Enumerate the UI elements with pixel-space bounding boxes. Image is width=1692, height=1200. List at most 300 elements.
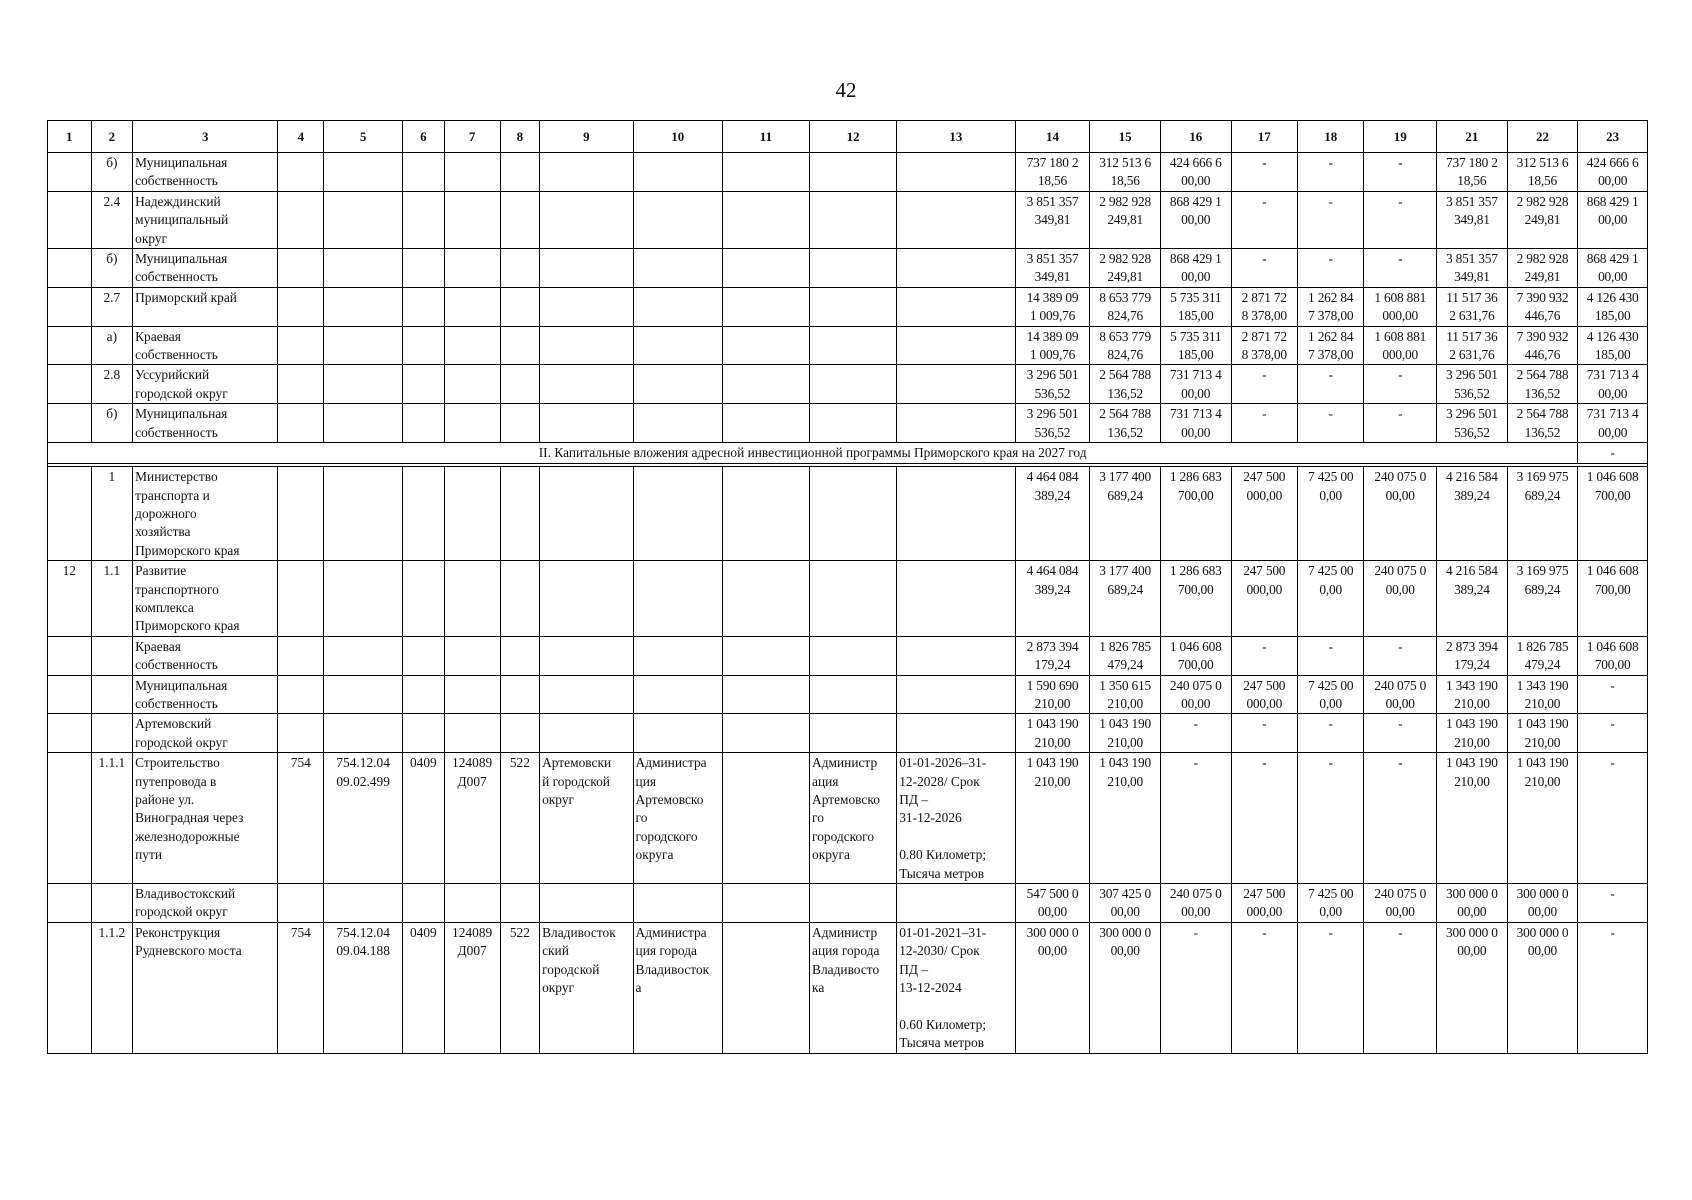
table-cell-c8 [500, 365, 539, 404]
table-cell-c14: 1 043 190 210,00 [1015, 753, 1090, 884]
table-cell-c1 [48, 249, 92, 288]
column-header: 14 [1015, 121, 1090, 153]
column-header: 13 [897, 121, 1015, 153]
table-cell-c1 [48, 404, 92, 443]
table-cell-c1: 12 [48, 561, 92, 637]
table-cell-c3: Муниципальная собственность [133, 153, 278, 192]
table-cell-c22: 300 000 0 00,00 [1507, 884, 1578, 923]
table-cell-c17: - [1231, 922, 1297, 1053]
table-cell-c11 [722, 249, 809, 288]
table-cell-c4: 754 [278, 922, 324, 1053]
table-cell-c7 [444, 561, 500, 637]
table-cell-c6 [403, 249, 445, 288]
table-cell-c1 [48, 753, 92, 884]
table-cell-c23: 1 046 608 700,00 [1578, 636, 1648, 675]
table-cell-c16: 240 075 0 00,00 [1160, 675, 1231, 714]
table-cell-c21: 737 180 2 18,56 [1437, 153, 1508, 192]
table-cell-c17: 2 871 72 8 378,00 [1231, 326, 1297, 365]
table-cell-c7: 124089 Д007 [444, 753, 500, 884]
table-cell-c19: - [1364, 753, 1437, 884]
table-cell-c9 [540, 153, 633, 192]
column-header: 17 [1231, 121, 1297, 153]
table-cell-c19: - [1364, 365, 1437, 404]
table-cell-c22: 2 564 788 136,52 [1507, 365, 1578, 404]
table-cell-c14: 14 389 09 1 009,76 [1015, 326, 1090, 365]
table-cell-c21: 4 216 584 389,24 [1437, 467, 1508, 561]
table-cell-c11 [722, 714, 809, 753]
table-cell-c17: 247 500 000,00 [1231, 675, 1297, 714]
table-cell-c22: 2 982 928 249,81 [1507, 249, 1578, 288]
table-cell-c5 [324, 714, 403, 753]
table-cell-c5 [324, 365, 403, 404]
table-cell-c12 [810, 249, 897, 288]
table-cell-c19: 1 608 881 000,00 [1364, 287, 1437, 326]
table-cell-c11 [722, 365, 809, 404]
column-header: 18 [1297, 121, 1363, 153]
table-cell-c14: 3 296 501 536,52 [1015, 404, 1090, 443]
table-cell-c10 [633, 249, 722, 288]
table-cell-c13 [897, 467, 1015, 561]
table-cell-c3: Муниципальная собственность [133, 675, 278, 714]
table-cell-c16: 424 666 6 00,00 [1160, 153, 1231, 192]
table-cell-c9 [540, 675, 633, 714]
table-cell-c7 [444, 675, 500, 714]
table-cell-c15: 300 000 0 00,00 [1090, 922, 1161, 1053]
table-cell-c8 [500, 404, 539, 443]
table-row [48, 191, 1648, 248]
table-cell-c2 [91, 636, 133, 675]
table-cell-c14: 3 851 357 349,81 [1015, 249, 1090, 288]
table-cell-c4 [278, 561, 324, 637]
table-cell-c2 [91, 714, 133, 753]
table-cell-c16: 5 735 311 185,00 [1160, 326, 1231, 365]
table-cell-c2: б) [91, 404, 133, 443]
table-cell-c12: Администр ация города Владивосто ка [810, 922, 897, 1053]
table-cell-c15: 8 653 779 824,76 [1090, 326, 1161, 365]
table-cell-c23: 1 046 608 700,00 [1578, 467, 1648, 561]
table-cell-c7 [444, 467, 500, 561]
table-cell-c17: - [1231, 714, 1297, 753]
table-cell-c9: Артемовски й городской округ [540, 753, 633, 884]
table-cell-c12 [810, 884, 897, 923]
table-cell-c10 [633, 714, 722, 753]
table-cell-c23: 868 429 1 00,00 [1578, 191, 1648, 248]
table-cell-c7 [444, 287, 500, 326]
table-row [48, 287, 1648, 326]
table-cell-c23: 731 713 4 00,00 [1578, 404, 1648, 443]
table-cell-c18: - [1297, 191, 1363, 248]
table-cell-c17: - [1231, 404, 1297, 443]
table-cell-c12 [810, 636, 897, 675]
table-cell-c23: - [1578, 675, 1648, 714]
table-cell-c15: 8 653 779 824,76 [1090, 287, 1161, 326]
table-cell-c7 [444, 636, 500, 675]
table-cell-c15: 1 043 190 210,00 [1090, 714, 1161, 753]
table-cell-c1 [48, 153, 92, 192]
table-cell-c23: - [1578, 714, 1648, 753]
section-title: II. Капитальные вложения адресной инвестиционной программы Приморского края на 2027 год [48, 443, 1578, 464]
table-cell-c10 [633, 365, 722, 404]
table-cell-c17: - [1231, 365, 1297, 404]
table-cell-c15: 2 982 928 249,81 [1090, 191, 1161, 248]
table-cell-c23: 4 126 430 185,00 [1578, 326, 1648, 365]
table-cell-c16: - [1160, 714, 1231, 753]
table-cell-c9 [540, 191, 633, 248]
table-cell-c17: - [1231, 636, 1297, 675]
table-cell-c12: Администр ация Артемовско го городского округа [810, 753, 897, 884]
table-cell-c4 [278, 191, 324, 248]
table-cell-c23: 4 126 430 185,00 [1578, 287, 1648, 326]
table-cell-c19: 240 075 0 00,00 [1364, 675, 1437, 714]
column-header: 5 [324, 121, 403, 153]
table-cell-c10 [633, 153, 722, 192]
table-cell-c16: 1 046 608 700,00 [1160, 636, 1231, 675]
table-cell-c4 [278, 636, 324, 675]
table-cell-c11 [722, 884, 809, 923]
table-cell-c15: 1 043 190 210,00 [1090, 753, 1161, 884]
table-cell-c5 [324, 404, 403, 443]
table-cell-c23: 868 429 1 00,00 [1578, 249, 1648, 288]
column-header: 15 [1090, 121, 1161, 153]
table-cell-c9 [540, 404, 633, 443]
table-cell-c12 [810, 714, 897, 753]
table-cell-c10: Администра ция города Владивосток а [633, 922, 722, 1053]
table-cell-c18: - [1297, 365, 1363, 404]
table-cell-c5 [324, 467, 403, 561]
table-cell-c21: 4 216 584 389,24 [1437, 561, 1508, 637]
column-header: 11 [722, 121, 809, 153]
table-cell-c13 [897, 153, 1015, 192]
table-cell-c18: - [1297, 922, 1363, 1053]
table-cell-c3: Министерство транспорта и дорожного хозяйства Приморского края [133, 467, 278, 561]
table-cell-c2: б) [91, 249, 133, 288]
table-cell-c14: 1 043 190 210,00 [1015, 714, 1090, 753]
table-cell-c9 [540, 249, 633, 288]
table-cell-c21: 11 517 36 2 631,76 [1437, 326, 1508, 365]
table-row [48, 467, 1648, 561]
table-cell-c2: 1 [91, 467, 133, 561]
table-cell-c12 [810, 326, 897, 365]
table-cell-c1 [48, 467, 92, 561]
table-cell-c5 [324, 191, 403, 248]
table-cell-c5 [324, 884, 403, 923]
table-cell-c13 [897, 249, 1015, 288]
column-header: 23 [1578, 121, 1648, 153]
table-cell-c7 [444, 326, 500, 365]
table-cell-c14: 3 851 357 349,81 [1015, 191, 1090, 248]
table-row [48, 884, 1648, 923]
table-cell-c13 [897, 326, 1015, 365]
table-cell-c11 [722, 922, 809, 1053]
table-cell-c7 [444, 404, 500, 443]
table-cell-c12 [810, 287, 897, 326]
table-cell-c16: 731 713 4 00,00 [1160, 365, 1231, 404]
table-cell-c7 [444, 884, 500, 923]
table-cell-c18: 1 262 84 7 378,00 [1297, 326, 1363, 365]
table-cell-c9 [540, 636, 633, 675]
table-cell-c22: 1 043 190 210,00 [1507, 714, 1578, 753]
table-cell-c1 [48, 675, 92, 714]
table-cell-c12 [810, 153, 897, 192]
table-cell-c10 [633, 404, 722, 443]
table-cell-c23: - [1578, 922, 1648, 1053]
table-cell-c7 [444, 249, 500, 288]
table-cell-c14: 2 873 394 179,24 [1015, 636, 1090, 675]
table-cell-c19: - [1364, 714, 1437, 753]
table-cell-c18: - [1297, 753, 1363, 884]
table-cell-c17: 247 500 000,00 [1231, 467, 1297, 561]
table-cell-c10: Администра ция Артемовско го городского округа [633, 753, 722, 884]
table-cell-c1 [48, 636, 92, 675]
table-cell-c12 [810, 467, 897, 561]
table-cell-c9 [540, 287, 633, 326]
table-cell-c15: 2 982 928 249,81 [1090, 249, 1161, 288]
table-cell-c5 [324, 636, 403, 675]
table-cell-c10 [633, 467, 722, 561]
table-cell-c22: 3 169 975 689,24 [1507, 561, 1578, 637]
table-cell-c11 [722, 561, 809, 637]
table-cell-c6 [403, 561, 445, 637]
table-cell-c1 [48, 714, 92, 753]
table-cell-c17: - [1231, 249, 1297, 288]
table-cell-c4: 754 [278, 753, 324, 884]
table-cell-c16: 731 713 4 00,00 [1160, 404, 1231, 443]
table-cell-c2: 1.1.2 [91, 922, 133, 1053]
section-title-row [48, 443, 1648, 464]
table-cell-c21: 3 851 357 349,81 [1437, 191, 1508, 248]
table-cell-c6 [403, 404, 445, 443]
table-cell-c15: 2 564 788 136,52 [1090, 365, 1161, 404]
table-cell-c5 [324, 326, 403, 365]
table-cell-c17: 247 500 000,00 [1231, 884, 1297, 923]
table-cell-c19: - [1364, 153, 1437, 192]
table-cell-c17: - [1231, 191, 1297, 248]
table-cell-c8: 522 [500, 922, 539, 1053]
table-cell-c1 [48, 326, 92, 365]
table-cell-c16: 868 429 1 00,00 [1160, 249, 1231, 288]
table-cell-c2: 2.8 [91, 365, 133, 404]
table-cell-c8 [500, 675, 539, 714]
table-cell-c7 [444, 153, 500, 192]
table-cell-c14: 737 180 2 18,56 [1015, 153, 1090, 192]
table-cell-c6 [403, 675, 445, 714]
table-cell-c6 [403, 365, 445, 404]
table-cell-c7 [444, 714, 500, 753]
table-cell-c5 [324, 287, 403, 326]
table-cell-c13 [897, 884, 1015, 923]
table-row [48, 561, 1648, 637]
table-cell-c15: 1 350 615 210,00 [1090, 675, 1161, 714]
table-cell-c7 [444, 365, 500, 404]
table-cell-c19: - [1364, 249, 1437, 288]
column-header: 7 [444, 121, 500, 153]
table-cell-c13 [897, 365, 1015, 404]
table-cell-c13 [897, 561, 1015, 637]
table-cell-c22: 1 343 190 210,00 [1507, 675, 1578, 714]
table-cell-c13: 01-01-2026–31- 12-2028/ Срок ПД – 31-12-2026 0.80 Километр; Тысяча метров [897, 753, 1015, 884]
table-row [48, 753, 1648, 884]
table-cell-c2: 1.1 [91, 561, 133, 637]
table-cell-c11 [722, 467, 809, 561]
table-cell-c18: - [1297, 636, 1363, 675]
table-cell-c21: 2 873 394 179,24 [1437, 636, 1508, 675]
table-cell-c8 [500, 561, 539, 637]
table-cell-c11 [722, 753, 809, 884]
table-cell-c1 [48, 922, 92, 1053]
table-cell-c21: 300 000 0 00,00 [1437, 884, 1508, 923]
table-cell-c16: 868 429 1 00,00 [1160, 191, 1231, 248]
table-cell-c1 [48, 287, 92, 326]
column-header: 21 [1437, 121, 1508, 153]
table-cell-c13 [897, 675, 1015, 714]
table-cell-c15: 307 425 0 00,00 [1090, 884, 1161, 923]
table-cell-c11 [722, 675, 809, 714]
table-cell-c17: - [1231, 753, 1297, 884]
table-cell-c13 [897, 636, 1015, 675]
table-cell-c6 [403, 326, 445, 365]
table-cell-c7 [444, 191, 500, 248]
table-cell-c22: 1 043 190 210,00 [1507, 753, 1578, 884]
table-cell-c22: 7 390 932 446,76 [1507, 287, 1578, 326]
table-cell-c3: Краевая собственность [133, 326, 278, 365]
table-cell-c9 [540, 467, 633, 561]
column-header: 10 [633, 121, 722, 153]
table-cell-c4 [278, 287, 324, 326]
table-cell-c9 [540, 561, 633, 637]
table-cell-c4 [278, 714, 324, 753]
table-cell-c12 [810, 191, 897, 248]
table-cell-c8 [500, 884, 539, 923]
table-cell-c6 [403, 467, 445, 561]
table-cell-c5: 754.12.04 09.02.499 [324, 753, 403, 884]
section-end-mark: - [1578, 443, 1648, 464]
table-cell-c22: 1 826 785 479,24 [1507, 636, 1578, 675]
table-cell-c9 [540, 714, 633, 753]
table-cell-c18: - [1297, 714, 1363, 753]
table-cell-c19: 240 075 0 00,00 [1364, 884, 1437, 923]
table-cell-c17: 247 500 000,00 [1231, 561, 1297, 637]
table-cell-c4 [278, 884, 324, 923]
table-cell-c18: 1 262 84 7 378,00 [1297, 287, 1363, 326]
table-cell-c19: - [1364, 636, 1437, 675]
table-cell-c21: 3 296 501 536,52 [1437, 365, 1508, 404]
table-cell-c16: - [1160, 922, 1231, 1053]
table-row [48, 404, 1648, 443]
table-cell-c9 [540, 365, 633, 404]
column-header: 16 [1160, 121, 1231, 153]
column-header: 19 [1364, 121, 1437, 153]
table-cell-c6: 0409 [403, 753, 445, 884]
table-cell-c11 [722, 191, 809, 248]
table-cell-c21: 3 851 357 349,81 [1437, 249, 1508, 288]
table-cell-c11 [722, 404, 809, 443]
table-cell-c14: 14 389 09 1 009,76 [1015, 287, 1090, 326]
table-cell-c21: 300 000 0 00,00 [1437, 922, 1508, 1053]
table-cell-c22: 7 390 932 446,76 [1507, 326, 1578, 365]
table-cell-c3: Реконструкция Рудневского моста [133, 922, 278, 1053]
table-cell-c21: 1 043 190 210,00 [1437, 753, 1508, 884]
table-cell-c14: 4 464 084 389,24 [1015, 561, 1090, 637]
table-cell-c19: 240 075 0 00,00 [1364, 561, 1437, 637]
table-cell-c10 [633, 675, 722, 714]
table-cell-c2 [91, 675, 133, 714]
table-cell-c22: 300 000 0 00,00 [1507, 922, 1578, 1053]
table-cell-c19: - [1364, 404, 1437, 443]
table-cell-c12 [810, 365, 897, 404]
table-cell-c19: 240 075 0 00,00 [1364, 467, 1437, 561]
column-header: 2 [91, 121, 133, 153]
table-cell-c3: Муниципальная собственность [133, 249, 278, 288]
table-cell-c6 [403, 191, 445, 248]
table-cell-c2 [91, 884, 133, 923]
table-cell-c18: 7 425 00 0,00 [1297, 884, 1363, 923]
table-cell-c3: Надеждинский муниципальный округ [133, 191, 278, 248]
table-cell-c10 [633, 561, 722, 637]
table-cell-c4 [278, 365, 324, 404]
table-cell-c1 [48, 191, 92, 248]
table-cell-c3: Артемовский городской округ [133, 714, 278, 753]
table-row [48, 365, 1648, 404]
table-cell-c8 [500, 636, 539, 675]
table-cell-c18: 7 425 00 0,00 [1297, 561, 1363, 637]
table-cell-c23: 731 713 4 00,00 [1578, 365, 1648, 404]
table-cell-c14: 3 296 501 536,52 [1015, 365, 1090, 404]
column-header: 12 [810, 121, 897, 153]
table-cell-c12 [810, 675, 897, 714]
table-cell-c2: б) [91, 153, 133, 192]
column-header: 9 [540, 121, 633, 153]
table-cell-c5 [324, 153, 403, 192]
table-cell-c6 [403, 884, 445, 923]
table-cell-c2: 2.4 [91, 191, 133, 248]
table-cell-c1 [48, 884, 92, 923]
table-cell-c21: 3 296 501 536,52 [1437, 404, 1508, 443]
table-cell-c14: 4 464 084 389,24 [1015, 467, 1090, 561]
table-cell-c18: 7 425 00 0,00 [1297, 675, 1363, 714]
table-cell-c15: 3 177 400 689,24 [1090, 467, 1161, 561]
table-cell-c14: 547 500 0 00,00 [1015, 884, 1090, 923]
table-cell-c18: - [1297, 153, 1363, 192]
table-cell-c8 [500, 191, 539, 248]
table-cell-c3: Краевая собственность [133, 636, 278, 675]
column-header: 6 [403, 121, 445, 153]
table-cell-c16: 1 286 683 700,00 [1160, 561, 1231, 637]
table-cell-c5 [324, 675, 403, 714]
table-cell-c16: 5 735 311 185,00 [1160, 287, 1231, 326]
table-cell-c8 [500, 714, 539, 753]
table-row [48, 714, 1648, 753]
table-cell-c13 [897, 287, 1015, 326]
table-cell-c4 [278, 467, 324, 561]
table-cell-c19: - [1364, 922, 1437, 1053]
table-cell-c6 [403, 287, 445, 326]
table-cell-c19: 1 608 881 000,00 [1364, 326, 1437, 365]
table-cell-c16: 1 286 683 700,00 [1160, 467, 1231, 561]
table-cell-c10 [633, 636, 722, 675]
table-cell-c22: 3 169 975 689,24 [1507, 467, 1578, 561]
table-cell-c8 [500, 326, 539, 365]
table-cell-c13: 01-01-2021–31- 12-2030/ Срок ПД – 13-12-2024 0.60 Километр; Тысяча метров [897, 922, 1015, 1053]
table-cell-c4 [278, 404, 324, 443]
table-cell-c3: Приморский край [133, 287, 278, 326]
table-cell-c10 [633, 326, 722, 365]
table-cell-c5 [324, 249, 403, 288]
table-cell-c21: 1 343 190 210,00 [1437, 675, 1508, 714]
table-cell-c18: - [1297, 249, 1363, 288]
table-cell-c23: - [1578, 753, 1648, 884]
table-cell-c3: Развитие транспортного комплекса Приморского края [133, 561, 278, 637]
column-header: 4 [278, 121, 324, 153]
